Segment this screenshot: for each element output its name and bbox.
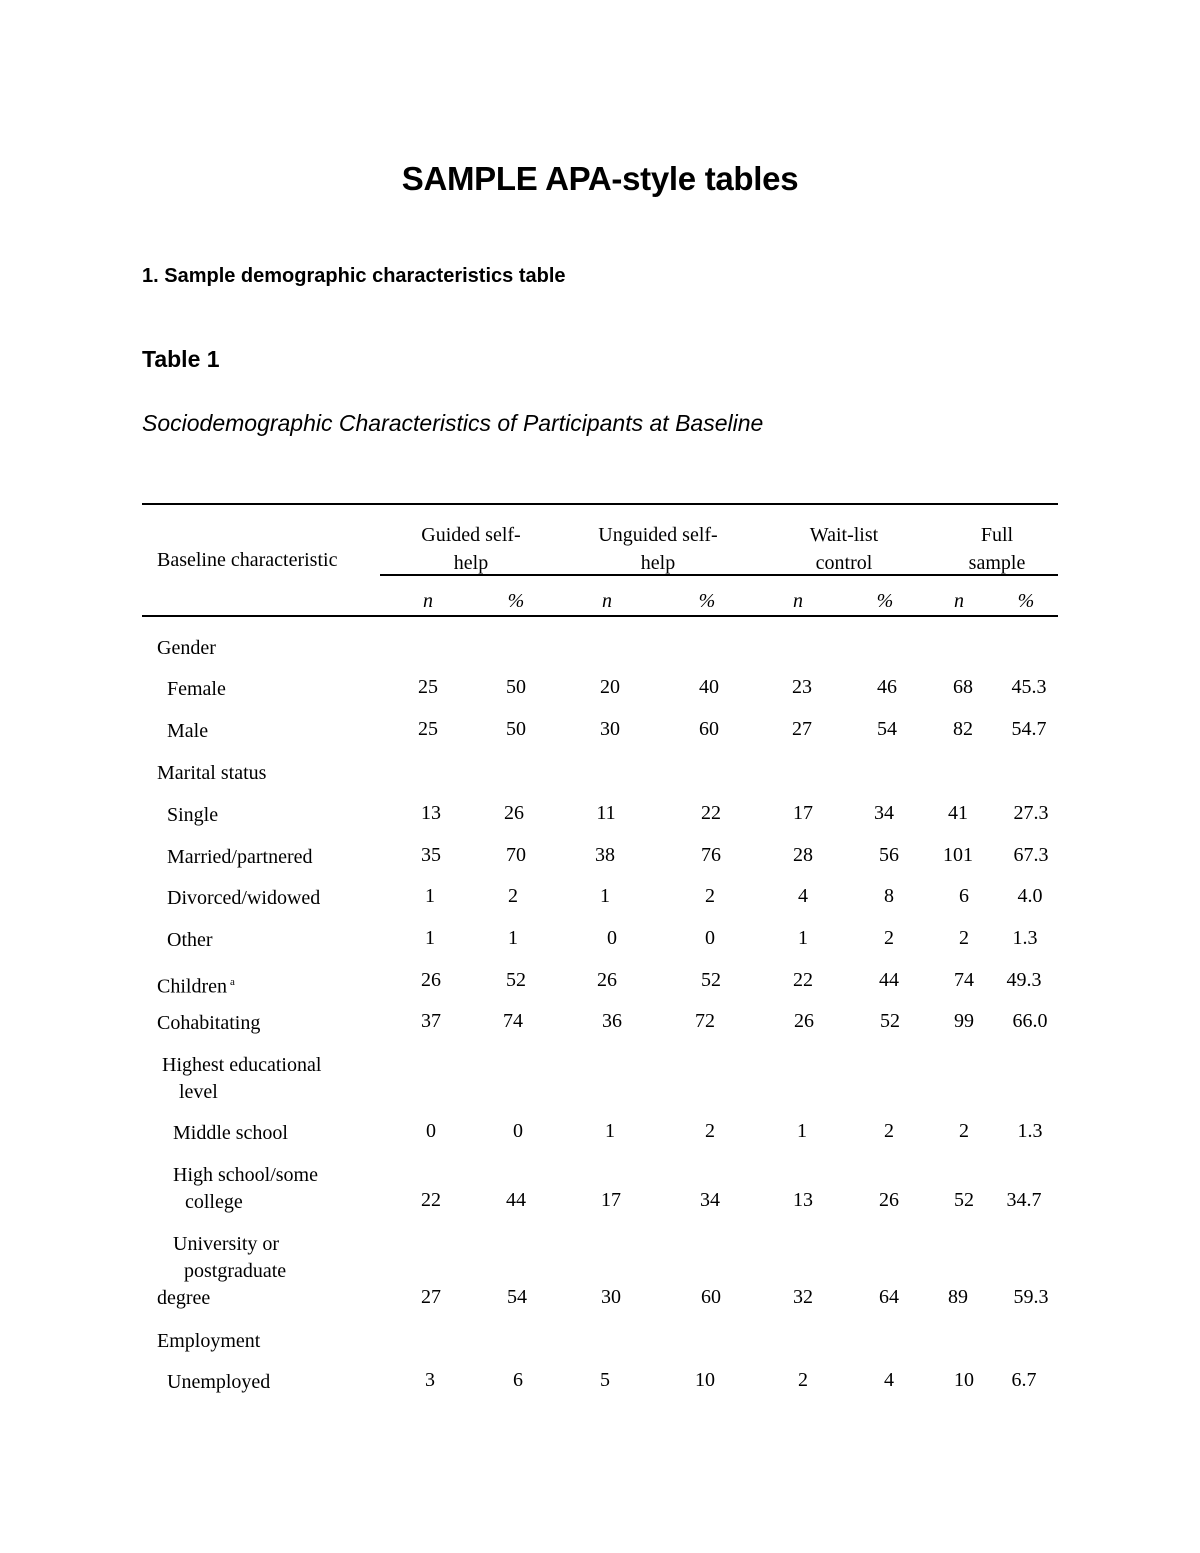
- cell: 5: [600, 1369, 610, 1391]
- table-caption: Sociodemographic Characteristics of Participants at Baseline: [142, 410, 764, 436]
- cell: 2: [884, 1120, 894, 1142]
- cell: 0: [607, 927, 617, 949]
- baseline-characteristic-header: Baseline characteristic: [157, 549, 338, 571]
- group-header-full: [912, 521, 1082, 577]
- cell: 6: [959, 885, 969, 907]
- cell: 1: [508, 927, 518, 949]
- cell: 27: [421, 1286, 441, 1308]
- row-label-gender: Gender: [157, 637, 216, 659]
- cell: 74: [954, 969, 974, 991]
- cell: 34: [874, 802, 894, 824]
- cell: 4: [798, 885, 808, 907]
- row-label-university-postgraduate-degree: [157, 1231, 286, 1312]
- row-label-highest-educational-level: [162, 1052, 321, 1106]
- cell: 4: [884, 1369, 894, 1391]
- cell: 22: [793, 969, 813, 991]
- cell: 1: [425, 927, 435, 949]
- cell: 30: [600, 718, 620, 740]
- subheader-pct-1: %: [507, 590, 525, 612]
- cell: 25: [418, 676, 438, 698]
- cell: 99: [954, 1010, 974, 1032]
- cell: 1: [798, 927, 808, 949]
- cell: 74: [503, 1010, 523, 1032]
- row-label-line: High school/some: [173, 1164, 318, 1186]
- cell: 64: [879, 1286, 899, 1308]
- cell: 54: [507, 1286, 527, 1308]
- group-header-unguided: [573, 521, 743, 577]
- row-label-single: Single: [167, 804, 219, 826]
- cell: 52: [506, 969, 526, 991]
- cell: 32: [793, 1286, 813, 1308]
- row-label-cohabitating: Cohabitating: [157, 1012, 261, 1034]
- cell: 101: [943, 844, 973, 866]
- cell: 0: [426, 1120, 436, 1142]
- cell: 27: [792, 718, 812, 740]
- cell: 56: [879, 844, 899, 866]
- table-label: Table 1: [142, 346, 220, 372]
- cell: 2: [884, 927, 894, 949]
- group-header-full-line2: sample: [968, 552, 1026, 574]
- cell: 6: [513, 1369, 523, 1391]
- cell: 1: [425, 885, 435, 907]
- cell: 40: [699, 676, 719, 698]
- section-heading: 1. Sample demographic characteristics table: [142, 265, 566, 287]
- cell: 1.3: [1012, 927, 1038, 949]
- cell: 10: [954, 1369, 974, 1391]
- cell: 1: [797, 1120, 807, 1142]
- cell: 44: [879, 969, 899, 991]
- row-label-other: Other: [167, 929, 213, 951]
- cell: 34.7: [1006, 1189, 1042, 1211]
- row-label-female: Female: [167, 678, 226, 700]
- cell: 45.3: [1011, 676, 1047, 698]
- row-label-employment: Employment: [157, 1330, 261, 1352]
- cell: 46: [877, 676, 897, 698]
- cell: 67.3: [1013, 844, 1049, 866]
- cell: 38: [595, 844, 615, 866]
- cell: 1: [600, 885, 610, 907]
- row-label-male: Male: [167, 720, 209, 742]
- page-title: SAMPLE APA-style tables: [401, 160, 799, 197]
- cell: 0: [513, 1120, 523, 1142]
- subheader-n-3: n: [793, 590, 803, 612]
- cell: 34: [700, 1189, 720, 1211]
- cell: 13: [793, 1189, 813, 1211]
- cell: 1.3: [1017, 1120, 1043, 1142]
- cell: 26: [879, 1189, 899, 1211]
- cell: 6.7: [1011, 1369, 1037, 1391]
- cell: 2: [705, 1120, 715, 1142]
- row-label-marital-status: Marital status: [157, 762, 267, 784]
- group-header-unguided-line2: help: [640, 552, 676, 574]
- cell: 27.3: [1013, 802, 1049, 824]
- cell: 25: [418, 718, 438, 740]
- cell: 60: [701, 1286, 721, 1308]
- group-header-guided: [386, 521, 556, 577]
- cell: 66.0: [1012, 1010, 1048, 1032]
- cell: 72: [695, 1010, 715, 1032]
- cell: 2: [959, 1120, 969, 1142]
- row-label-line: degree: [157, 1287, 211, 1309]
- cell: 60: [699, 718, 719, 740]
- row-label-children-text: Children: [157, 975, 227, 998]
- subheader-pct-4: %: [1017, 590, 1035, 612]
- cell: 49.3: [1006, 969, 1042, 991]
- group-header-guided-line2: help: [453, 552, 489, 574]
- cell: 28: [793, 844, 813, 866]
- cell: 1: [605, 1120, 615, 1142]
- subheader-pct-3: %: [876, 590, 894, 612]
- cell: 26: [421, 969, 441, 991]
- cell: 22: [421, 1189, 441, 1211]
- cell: 11: [596, 802, 616, 824]
- group-header-waitlist-line1: Wait-list: [809, 524, 879, 546]
- cell: 89: [948, 1286, 968, 1308]
- row-label-high-school-some-college: [173, 1162, 318, 1216]
- cell: 59.3: [1013, 1286, 1049, 1308]
- cell: 10: [695, 1369, 715, 1391]
- row-label-line: postgraduate: [184, 1260, 287, 1282]
- row-label-line: college: [185, 1191, 243, 1213]
- row-label-middle-school: Middle school: [173, 1122, 288, 1144]
- cell: 2: [508, 885, 518, 907]
- row-label-married-partnered: Married/partnered: [167, 846, 313, 868]
- row-label-line: University or: [173, 1233, 280, 1255]
- row-label-line: level: [179, 1081, 218, 1103]
- group-header-waitlist-line2: control: [815, 552, 873, 574]
- cell: 17: [601, 1189, 621, 1211]
- table-top-rule: [142, 503, 1058, 505]
- row-label-children: [157, 969, 235, 1001]
- cell: 13: [421, 802, 441, 824]
- cell: 50: [506, 718, 526, 740]
- cell: 35: [421, 844, 441, 866]
- cell: 3: [425, 1369, 435, 1391]
- cell: 68: [953, 676, 973, 698]
- group-header-full-line1: Full: [980, 524, 1014, 546]
- cell: 2: [959, 927, 969, 949]
- header-bottom-rule: [142, 615, 1058, 617]
- cell: 52: [880, 1010, 900, 1032]
- cell: 41: [948, 802, 968, 824]
- cell: 22: [701, 802, 721, 824]
- cell: 30: [601, 1286, 621, 1308]
- cell: 0: [705, 927, 715, 949]
- row-label-unemployed: Unemployed: [167, 1371, 271, 1393]
- cell: 26: [504, 802, 524, 824]
- cell: 37: [421, 1010, 441, 1032]
- cell: 4.0: [1017, 885, 1043, 907]
- cell: 82: [953, 718, 973, 740]
- cell: 50: [506, 676, 526, 698]
- cell: 52: [701, 969, 721, 991]
- subheader-n-2: n: [602, 590, 612, 612]
- cell: 17: [793, 802, 813, 824]
- group-header-unguided-line1: Unguided self-: [598, 524, 718, 546]
- cell: 54.7: [1011, 718, 1047, 740]
- cell: 2: [705, 885, 715, 907]
- group-header-underline: [380, 574, 1058, 576]
- cell: 8: [884, 885, 894, 907]
- cell: 36: [602, 1010, 622, 1032]
- cell: 20: [600, 676, 620, 698]
- subheader-n-1: n: [423, 590, 433, 612]
- row-label-line: Highest educational: [162, 1054, 322, 1076]
- group-header-guided-line1: Guided self-: [421, 524, 521, 546]
- cell: 23: [792, 676, 812, 698]
- subheader-n-4: n: [954, 590, 964, 612]
- group-header-waitlist: [759, 521, 929, 577]
- cell: 2: [798, 1369, 808, 1391]
- subheader-pct-2: %: [698, 590, 716, 612]
- cell: 26: [597, 969, 617, 991]
- cell: 54: [877, 718, 897, 740]
- footnote-marker: a: [230, 976, 235, 988]
- cell: 44: [506, 1189, 526, 1211]
- cell: 52: [954, 1189, 974, 1211]
- cell: 76: [701, 844, 721, 866]
- row-label-divorced-widowed: Divorced/widowed: [167, 887, 321, 909]
- cell: 26: [794, 1010, 814, 1032]
- cell: 70: [506, 844, 526, 866]
